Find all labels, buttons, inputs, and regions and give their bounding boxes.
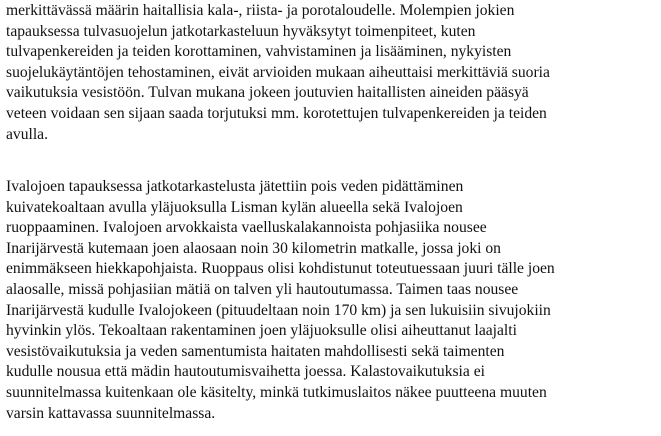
text-line: alaosalle, missä pohjasiian mätiä on talven yli hautoutumassa. Taimen taas nousee: [6, 280, 519, 298]
text-line: suunnitelmassa kuitenkaan ole käsitelty, minkä tutkimuslaitos näkee puutteena muuten: [6, 383, 547, 401]
text-line: tulvapenkereiden ja teiden korottaminen, vahvistaminen ja lisääminen, nykyisten: [6, 43, 512, 61]
text-line: suojelukäytäntöjen tehostaminen, eivät arvioiden mukaan aiheuttaisi merkittäviä suoria: [6, 63, 550, 81]
text-line: Inarijärvestä kutemaan joen alaosaan noin 30 kilometrin matkalle, jossa joki on: [6, 239, 501, 257]
text-line: kuivatekoaltaan avulla yläjuoksulla Lisman kylän alueella sekä Ivalojoen: [6, 198, 463, 216]
text-line: hyvinkin ylös. Tekoaltaan rakentaminen joen yläjuoksulle olisi aiheuttanut laajalti: [6, 322, 517, 340]
text-line: ruoppaaminen. Ivalojoen arvokkaista vaelluskalakannoista pohjasiika nousee: [6, 219, 487, 237]
paragraph-flood-protection: [6, 1, 550, 145]
text-line: vaikutuksia vesistöön. Tulvan mukana jokeen joutuvien haitallisten aineiden pääsyä: [6, 84, 529, 102]
text-line: tapauksessa tulvasuojelun jatkotarkasteluun hyväksytyt toimenpiteet, kuten: [6, 22, 476, 40]
paragraph-ivalojoki: [6, 177, 555, 424]
text-line: avulla.: [6, 125, 48, 143]
text-line: varsin kattavassa suunnitelmassa.: [6, 404, 216, 422]
text-line: veteen voidaan sen sijaan saada torjutuksi mm. korotettujen tulvapenkereiden ja teiden: [6, 104, 547, 122]
text-line: Inarijärvestä kudulle Ivalojokeen (pituudeltaan noin 170 km) ja sen lukuisiin sivujokiin: [6, 301, 551, 319]
text-line: kudulle nousua että mädin hautoutumisvaihetta joessa. Kalastovaikutuksia ei: [6, 363, 485, 381]
text-line: Ivalojoen tapauksessa jatkotarkastelusta jätettiin pois veden pidättäminen: [6, 178, 464, 195]
text-line: vesistövaikutuksia ja veden samentumista haitaten mahdollisesti sekä taimenten: [6, 342, 505, 360]
text-line: merkittävässä määrin haitallisia kala-, riista- ja porotaloudelle. Molempien jokien: [6, 2, 515, 19]
text-line: enimmäkseen hiekkapohjaista. Ruoppaus olisi kohdistunut toteutuessaan juuri tälle joen: [6, 260, 555, 278]
